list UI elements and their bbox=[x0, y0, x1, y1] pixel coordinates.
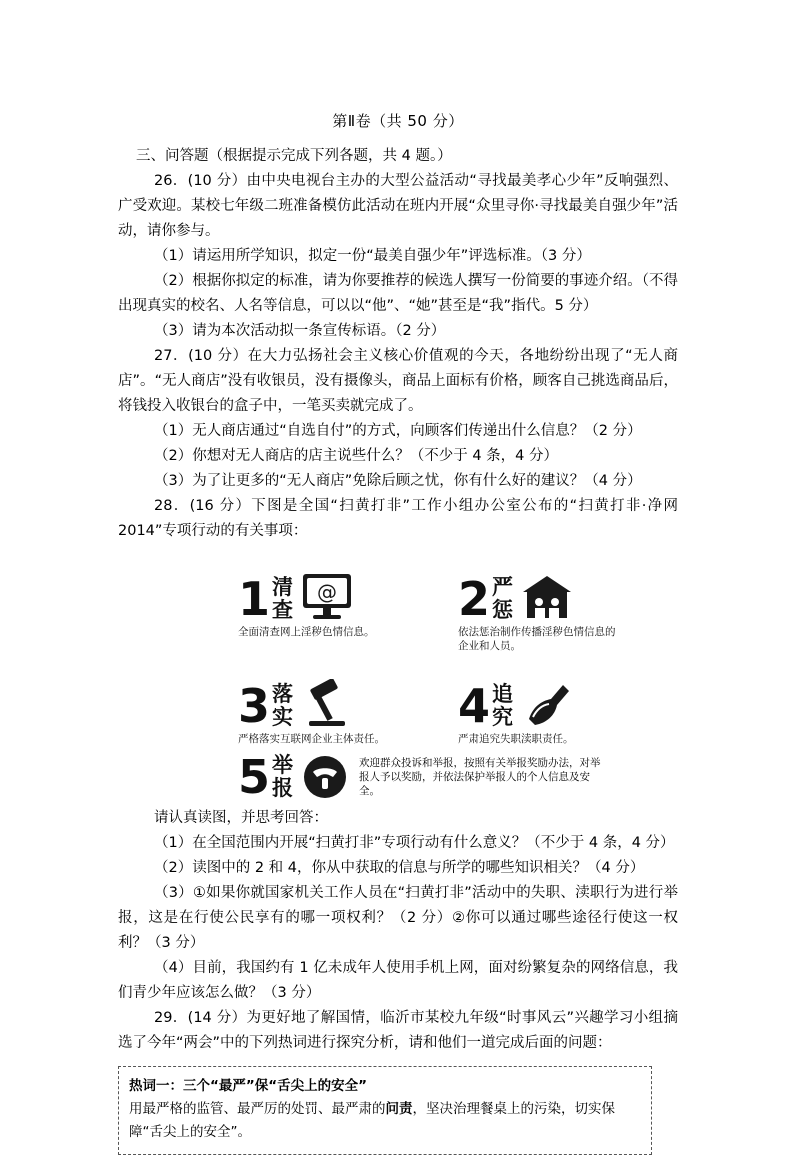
svg-text:@: @ bbox=[317, 580, 338, 604]
hotword-body-part-1: 用最严格的监管、最严厉的处罚、最严肃的 bbox=[129, 1101, 386, 1117]
infographic-item-3 bbox=[238, 657, 408, 746]
question-29-stem: 29．(14 分）为更好地了解国情，临沂市某校九年级“时事风云”兴趣学习小组摘选了今年“两会”中的下列热词进行探究分析，请和他们一道完成后面的问题： bbox=[118, 1010, 678, 1051]
item-1-number: 1 bbox=[238, 572, 271, 626]
item-2-label-char-1: 严 bbox=[492, 575, 514, 599]
section-title: 三、问答题（根据提示完成下列各题，共 4 题。） bbox=[136, 148, 452, 164]
item-4-label-char-1: 追 bbox=[492, 682, 514, 706]
hand-pen-icon bbox=[519, 679, 575, 729]
telephone-icon bbox=[299, 752, 351, 802]
question-26-item-2: （2）根据你拟定的标准，请为你要推荐的候选人撰写一份简要的事迹介绍。（不得出现真实的校名、人名等信息，可以以“他”、“她”甚至是“我”指代。5 分） bbox=[118, 273, 678, 314]
infographic-item-2 bbox=[458, 550, 628, 653]
question-27-item-3: （3）为了让更多的“无人商店”免除后顾之忧，你有什么好的建议？（4 分） bbox=[154, 473, 642, 489]
item-4-label-char-2: 究 bbox=[492, 705, 514, 729]
item-2-label-char-2: 惩 bbox=[492, 598, 514, 622]
item-3-caption: 严格落实互联网企业主体责任。 bbox=[238, 733, 385, 745]
infographic-row-2 bbox=[118, 657, 678, 746]
hotword-body bbox=[129, 1098, 641, 1144]
infographic-row-1 bbox=[118, 550, 678, 653]
question-26-stem: 26．(10 分）由中央电视台主办的大型公益活动“寻找最美孝心少年”反响强烈、广受欢迎。某校七年级二班准备模仿此活动在班内开展“众里寻你·寻找最美自强少年”活动，请你参与。 bbox=[118, 173, 678, 239]
question-28-item-4: （4）目前，我国约有 1 亿未成年人使用手机上网，面对纷繁复杂的网络信息，我们青少年应该怎么做？（3 分） bbox=[118, 960, 678, 1001]
question-28-item-1: （1）在全国范围内开展“扫黄打非”专项行动有什么意义？（不少于 4 条，4 分） bbox=[154, 835, 675, 851]
item-3-number: 3 bbox=[238, 679, 271, 733]
item-1-label-char-2: 查 bbox=[272, 598, 294, 622]
gavel-icon bbox=[299, 679, 355, 729]
item-2-caption: 依法惩治制作传播淫秽色情信息的企业和人员。 bbox=[458, 626, 616, 652]
item-4-caption: 严肃追究失职渎职责任。 bbox=[458, 733, 574, 745]
hotword-box bbox=[118, 1066, 652, 1155]
item-5-label-char-1: 举 bbox=[272, 753, 294, 777]
item-4-number: 4 bbox=[458, 679, 491, 733]
infographic-item-5 bbox=[238, 752, 678, 802]
hotword-title: 热词一：三个“最严”保“舌尖上的安全” bbox=[129, 1078, 367, 1094]
item-3-label-char-2: 实 bbox=[272, 705, 294, 729]
hotword-body-part-2: ，坚决治理餐桌上的污染，切实保障“舌尖上的安全”。 bbox=[129, 1101, 615, 1140]
item-1-caption: 全面清查网上淫秽色情信息。 bbox=[238, 626, 375, 638]
item-1-label-char-1: 清 bbox=[272, 575, 294, 599]
question-26-item-3: （3）请为本次活动拟一条宣传标语。（2 分） bbox=[154, 323, 446, 339]
item-3-label-char-1: 落 bbox=[272, 682, 294, 706]
question-27-item-2: （2）你想对无人商店的店主说些什么？（不少于 4 条，4 分） bbox=[154, 448, 559, 464]
infographic-item-4 bbox=[458, 657, 628, 746]
hotword-body-emphasis: 问责 bbox=[385, 1101, 413, 1117]
page-content bbox=[118, 108, 678, 1155]
item-2-number: 2 bbox=[458, 572, 491, 626]
monitor-at-icon bbox=[299, 572, 355, 622]
question-26-item-1: （1）请运用所学知识，拟定一份“最美自强少年”评选标准。（3 分） bbox=[154, 248, 591, 264]
question-27-item-1: （1）无人商店通过“自选自付”的方式，向顾客们传递出什么信息？（2 分） bbox=[154, 423, 642, 439]
question-27-stem: 27．(10 分）在大力弘扬社会主义核心价值观的今天，各地纷纷出现了“无人商店”。“无人商店”没有收银员，没有摄像头，商品上面标有价格，顾客自己挑选商品后，将钱投入收银台的盒子中，一笔买卖就完成了。 bbox=[118, 348, 678, 414]
question-28-prompt: 请认真读图，并思考回答： bbox=[154, 810, 328, 826]
item-5-number: 5 bbox=[238, 750, 271, 804]
item-5-label-char-2: 报 bbox=[272, 776, 294, 800]
question-28-stem: 28．(16 分）下图是全国“扫黄打非”工作小组办公室公布的“扫黄打非·净网 2014”专项行动的有关事项： bbox=[118, 498, 678, 539]
campaign-infographic bbox=[118, 550, 678, 802]
page-header: 第Ⅱ卷（共 50 分） bbox=[332, 112, 464, 130]
infographic-item-1 bbox=[238, 550, 408, 653]
question-28-item-3: （3）①如果你就国家机关工作人员在“扫黄打非”活动中的失职、渎职行为进行举报，这是在行使公民享有的哪一项权利？（2 分）②你可以通过哪些途径行使这一权利？（3 分） bbox=[118, 885, 678, 951]
question-28-item-2: （2）读图中的 2 和 4，你从中获取的信息与所学的哪些知识相关？（4 分） bbox=[154, 860, 645, 876]
item-5-caption: 欢迎群众投诉和举报，按照有关举报奖励办法，对举报人予以奖励，并依法保护举报人的个人信息及安全。 bbox=[359, 757, 601, 797]
factory-building-icon bbox=[519, 572, 575, 622]
